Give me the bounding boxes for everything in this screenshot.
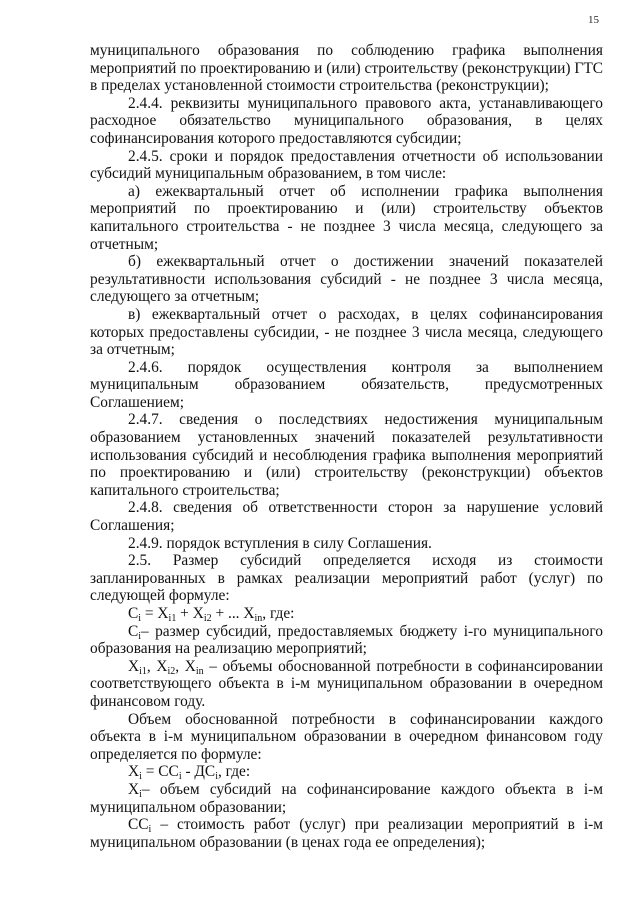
definition-xi (90, 658, 603, 711)
formula-text: + ... X (211, 605, 255, 622)
formula-subscript: i (148, 824, 152, 836)
formula-subscript: i2 (167, 665, 176, 677)
definition-ci (90, 623, 603, 658)
paragraph: 2.4.8. сведения об ответственности сторон за нарушение условий Соглашения; (90, 499, 603, 535)
definition-x (90, 781, 603, 816)
paragraph: 2.4.6. порядок осуществления контроля за выполнением муниципальным образованием обязательств, предусмотренных Соглашением; (90, 358, 603, 411)
paragraph: 2.4.9. порядок вступления в силу Соглашения. (128, 534, 432, 552)
formula-text: , где: (217, 763, 251, 781)
definition-text: – объем субсидий на софинансирование каждого объекта в i-м муниципальном образовании; (90, 780, 603, 816)
formula-symbol: CC (128, 816, 149, 834)
formula-subscript: i (138, 613, 142, 624)
formula-subscript: i (138, 630, 142, 642)
paragraph: а) ежеквартальный отчет об исполнении графика выполнения мероприятий по проектированию и (или) строительству объектов капитального строительства - не позднее 3 числа месяца, следующего за отчетным; (90, 182, 603, 253)
definition-text: – объемы обоснованной потребности в софинансировании соответствующего объекта в i-м муниципальном образовании в очередном финансовом году. (90, 657, 604, 710)
formula-symbol: C (128, 622, 139, 640)
formula-subscript: i (139, 788, 142, 800)
formula-subscript: i2 (203, 613, 212, 624)
formula-text: = CC (141, 763, 179, 781)
formula-subscript: i (139, 771, 142, 783)
formula-subscript: i1 (168, 613, 177, 624)
paragraph: в) ежеквартальный отчет о расходах, в целях софинансирования которых предоставлены субсидии, - не позднее 3 числа месяца, следующего за отчетным; (90, 305, 603, 359)
formula-symbol: X (128, 780, 140, 798)
formula-text: + X (176, 605, 204, 622)
paragraph: Объем обоснованной потребности в софинансировании каждого объекта в i-м муниципальном образовании в очередном финансовом году определяется по формуле: (90, 710, 603, 763)
definition-cc (90, 816, 603, 851)
formula-symbol: C (128, 605, 139, 622)
formula-text: , где: (262, 605, 295, 622)
formula-subscript: i (215, 771, 218, 783)
formula-text: , X (175, 657, 196, 675)
formula-text: = X (141, 605, 169, 622)
definition-text: – размер субсидий, предоставляемых бюджету i-го муниципального образования на реализацию мероприятий; (90, 622, 603, 658)
definition-text: – стоимость работ (услуг) при реализации мероприятий в i-м муниципальном образовании (в ценах года ее определения); (90, 816, 603, 851)
formula-symbol: X (128, 763, 140, 781)
formula-text: , X (146, 657, 168, 675)
formula-symbol: X (128, 657, 140, 675)
page-number: 15 (588, 14, 599, 26)
paragraph: 2.4.7. сведения о последствиях недостижения муниципальным образованием установленных значений показателей результативности использования субсидий и несоблюдения графика выполнения мероприятий по проектированию и (или) строительству (реконструкции) объектов капитального строительства; (90, 411, 603, 499)
formula-subscript: in (195, 665, 204, 677)
paragraph: 2.4.4. реквизиты муниципального правового акта, устанавливающего расходное обязательство муниципального образования, в целях софинансирования которого предоставляются субсидии; (90, 94, 603, 147)
paragraph: муниципального образования по соблюдению графика выполнения мероприятий по проектированию и (или) строительству (реконструкции) ГТС в пределах установленной стоимости строительства (реконструкции); (90, 42, 603, 95)
paragraph: 2.5. Размер субсидий определяется исходя из стоимости запланированных в рамках реализации мероприятий работ (услуг) по следующей формуле: (90, 552, 603, 605)
document-body (90, 42, 603, 851)
formula-subscript: i (178, 771, 182, 783)
formula-text: - ДС (181, 763, 216, 781)
formula-subscript: in (254, 613, 263, 624)
formula-subsidy (90, 605, 603, 623)
paragraph: 2.4.5. сроки и порядок предоставления отчетности об использовании субсидий муниципальным образованием, в том числе: (90, 147, 603, 183)
formula-need (90, 763, 603, 781)
formula-subscript: i1 (139, 665, 147, 677)
paragraph: б) ежеквартальный отчет о достижении значений показателей результативности использования субсидий - не позднее 3 числа месяца, следующего за отчетным; (90, 253, 603, 306)
